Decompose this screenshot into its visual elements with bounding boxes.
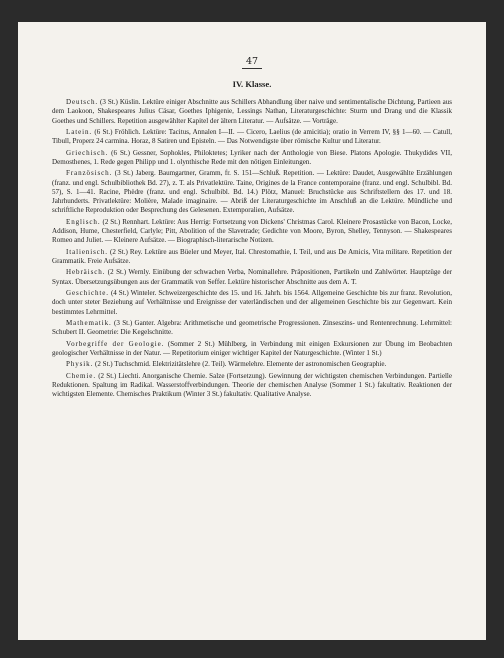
paragraph-text: (2 St.) Tuchschmid. Elektrizitätslehre (2. Teil). Wärmelehre. Elemente der astronomischen Geographie. (93, 360, 387, 369)
paragraph-text: (3 St.) Ganter. Algebra: Arithmetische und geometrische Progressionen. Zinseszins- und Rentenrechnung. Lehrmittel: Schubert II. Geometrie: Die Kegelschnitte. (52, 319, 452, 337)
document-page (18, 22, 486, 640)
subject-name: Deutsch. (66, 98, 99, 106)
paragraph-italienisch (52, 248, 452, 267)
paragraph-text: (6 St.) Fröhlich. Lektüre: Tacitus, Annalen I—II. — Cicero, Laelius (de amicitia); oratio in Verrem IV, §§ 1—60. — Catull, Tibull, Properz 24 carmina. Horaz, 8 Satiren und Episteln. — Das Notwendigste über römische Kultur und Literatur. (52, 127, 452, 146)
subject-name: Italienisch. (66, 247, 108, 256)
paragraph-text: (2 St.) Wernly. Einübung der schwachen Verba, Nominallehre. Präpositionen, Partikeln und Zahlwörter. Hauptzüge der Syntax. Übersetzungsübungen aus der Grammatik von Seffer. Lektüre historischer Abschnitte aus dem A. T. (52, 268, 452, 286)
paragraph-hebraeisch (52, 268, 452, 287)
paragraph-text: (4 St.) Winteler. Schweizergeschichte des 15. und 16. Jahrh. bis 1564. Allgemeine Geschichte bis zur franz. Revolution, doch unter steter Beziehung auf Verhältnisse und Ereignisse der vaterländischen und der allgemeinen Geschichte bis zur Gegenwart. Kein bestimmtes Lehrmittel. (52, 289, 452, 316)
paragraph-franzoesisch (52, 169, 452, 215)
subject-name: Griechisch. (66, 148, 109, 157)
paragraph-text: (Sommer 2 St.) Mühlberg, in Verbindung mit einigen Exkursionen zur Übung im Beobachten geologischer Verhältnisse in der Natur. — Repetitorium einiger wichtiger Kapitel der Naturgeschichte. (Winter 1 St.) (52, 339, 452, 357)
section-heading: IV. Klasse. (232, 79, 272, 89)
subject-name: Englisch. (66, 217, 101, 226)
page-number: 47 (52, 56, 452, 67)
subject-name: Latein. (66, 127, 93, 136)
paragraph-text: (3 St.) Jaberg. Baumgartner, Gramm, fr. S. 151—Schluß. Repetition. — Lektüre: Daudet, Ausgewählte Erzählungen (franz. und engl. Schulbibliothek Bd. 27), z. T. als Privatlektüre. Taine, Origines de la France contemporaine (franz. und engl. Schulbibl. Bd. 57), S. 1—41. Racine, Phèdre (franz. und engl. Schulbibl. Bd. 14.) Plötz, Manuel: Bruchstücke aus Schriftstellern des 17. und 18. Jahrhunderts. Privatlektüre: Molière, Malade imaginaire. — Abriß der Literaturgeschichte im Anschluß an die Lektüre. Mündliche und schriftliche Reproduktion oder Besprechung des Gelesenen. Extemporalien, Aufsätze. (52, 169, 452, 215)
paragraph-griechisch (52, 149, 452, 168)
subject-name: Vorbegriffe der Geologie. (66, 339, 165, 348)
paragraph-text: (2 St.) Rennhart. Lektüre: Aus Herrig: Fortsetzung von Dickens' Christmas Carol. Kleinere Prosastücke von Bacon, Locke, Addison, Hume, Chesterfield, Carlyle; Pitt, Abolition of the Slavetrade; Gedichte von Moore, Byron, Shelley, Tennyson. — Shakespeares Romeo and Juliet. — Kleinere Aufsätze. — Biographisch-literarische Notizen. (52, 217, 452, 245)
paragraph-text: (2 St.) Rey. Lektüre aus Büeler und Meyer, Ital. Chrestomathie, I. Teil, und aus De Amicis, Vita militare. Repetition der Grammatik. Freie Aufsätze. (52, 247, 452, 265)
subject-name: Chemie. (66, 371, 96, 380)
subject-name: Physik. (66, 360, 94, 369)
paragraph-geologie (52, 340, 452, 359)
paragraph-physik (52, 360, 452, 369)
paragraph-englisch (52, 218, 452, 246)
paragraph-deutsch (52, 98, 452, 126)
paragraph-text: (2 St.) Liechti. Anorganische Chemie. Salze (Fortsetzung). Gewinnung der wichtigsten chemischen Verbindungen. Partielle Reduktionen. Spaltung im Radikal. Wasserstoffverbindungen. Theorie der chemischen Analyse (Sommer 1 St.) fakultativ. Reaktionen der wichtigsten Elemente. Chemisches Praktikum (Winter 3 St.) fakultativ. Qualitative Analyse. (52, 371, 452, 399)
paragraph-text: (3 St.) Küslin. Lektüre einiger Abschnitte aus Schillers Abhandlung über naive und sentimentalische Dichtung, Partieen aus dem Laokoon, Shakespeares Julius Cäsar, Goethes Iphigenie, Lessings Nathan, Literaturgeschichte: Sturm und Drang und die Klassik Goethes und Schillers. Repetition ausgewählter Kapitel der ältern Literatur. — Aufsätze. — Vorträge. (52, 98, 452, 125)
paragraph-geschichte (52, 289, 452, 317)
subject-name: Französisch. (66, 169, 113, 178)
subject-name: Geschichte. (66, 289, 109, 298)
paragraph-chemie (52, 372, 452, 400)
paragraph-mathematik (52, 319, 452, 338)
paragraph-latein (52, 128, 452, 147)
subject-name: Mathematik. (66, 319, 112, 327)
paragraph-text: (6 St.) Gessner, Sophokles, Philoktetes; Lyriker nach der Anthologie von Biese. Platons Apologie. Thukydides VII, Demosthenes, 1. Rede gegen Philipp und 1. olynthische Rede mit den nötigen Einleitungen. (52, 148, 452, 166)
subject-name: Hebräisch. (66, 268, 106, 277)
